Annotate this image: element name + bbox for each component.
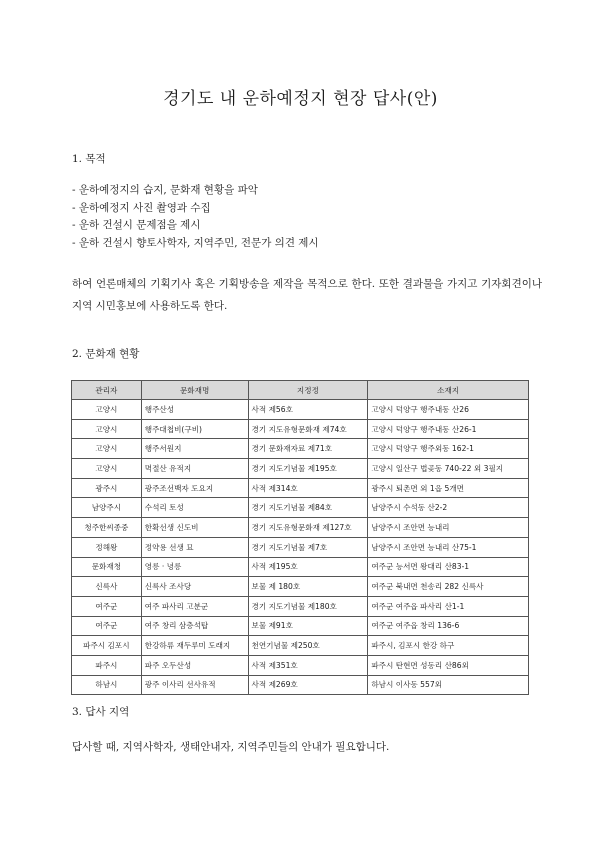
cell-location: 고양시 덕양구 행주외동 162-1 [368, 439, 529, 459]
column-header-location: 소재지 [368, 381, 529, 400]
cell-designation: 경기 지도기념물 제7호 [248, 537, 368, 557]
purpose-bullet: - 운하 건설시 문제점을 제시 [72, 219, 201, 231]
table-row [72, 537, 529, 557]
cell-location: 여주군 북내면 천송리 282 신륵사 [368, 577, 529, 597]
cell-designation: 사적 제314호 [248, 478, 368, 498]
cell-location: 여주군 여주읍 창리 136-6 [368, 616, 529, 636]
cell-heritage-name: 신륵사 조사당 [141, 577, 248, 597]
cell-location: 여주군 능서면 왕대리 산83-1 [368, 557, 529, 577]
cell-location: 고양시 일산구 법곶동 740-22 외 3필지 [368, 459, 529, 479]
purpose-paragraph: 하여 언론매체의 기획기사 혹은 기획방송을 제작을 목적으로 한다. 또한 결과물을 가지고 기자회견이나 지역 시민홍보에 사용하도록 한다. [72, 278, 542, 312]
document-title: 경기도 내 운하예정지 현장 답사(안) [163, 89, 438, 109]
cell-designation: 사적 제351호 [248, 655, 368, 675]
table-row [72, 577, 529, 597]
column-header-designation: 지정정 [248, 381, 368, 400]
cell-designation: 경기 지도기념물 제195호 [248, 459, 368, 479]
purpose-bullet: - 운하예정지 사진 촬영과 수집 [72, 201, 211, 214]
cell-location: 여주군 여주읍 파사리 산1-1 [368, 596, 529, 616]
survey-paragraph: 답사할 때, 지역사학자, 생태안내자, 지역주민들의 안내가 필요합니다. [72, 741, 390, 753]
cell-heritage-name: 광주 이사리 선사유적 [141, 675, 248, 695]
cell-heritage-name: 광주조선백자 도요지 [141, 478, 248, 498]
cell-manager: 고양시 [72, 419, 142, 439]
cell-manager: 파주시 [72, 655, 142, 675]
column-header-manager: 관리자 [72, 381, 142, 400]
cell-designation: 사적 제56호 [248, 400, 368, 420]
cell-heritage-name: 한강하류 재두루미 도래지 [141, 636, 248, 656]
table-row [72, 439, 529, 459]
cell-location: 하남시 이사동 557외 [368, 675, 529, 695]
cell-heritage-name: 여주 창리 삼층석탑 [141, 616, 248, 636]
section-heritage-heading: 2. 문화재 현황 [72, 348, 140, 360]
cell-heritage-name: 한확선생 신도비 [141, 518, 248, 538]
cell-manager: 문화재청 [72, 557, 142, 577]
cell-designation: 사적 제269호 [248, 675, 368, 695]
cell-location: 고양시 덕양구 행주내동 산26-1 [368, 419, 529, 439]
cell-manager: 하남시 [72, 675, 142, 695]
table-row [72, 478, 529, 498]
cell-designation: 경기 지도기념물 제84호 [248, 498, 368, 518]
table-row [72, 518, 529, 538]
cell-designation: 경기 지도기념물 제180호 [248, 596, 368, 616]
table-row [72, 498, 529, 518]
cell-heritage-name: 행주산성 [141, 400, 248, 420]
cell-manager: 고양시 [72, 439, 142, 459]
cell-heritage-name: 행주대첩비(구비) [141, 419, 248, 439]
cell-location: 남양주시 수석동 산2-2 [368, 498, 529, 518]
table-row [72, 419, 529, 439]
heritage-table [71, 380, 529, 695]
table-row [72, 616, 529, 636]
purpose-bullet: - 운하예정지의 습지, 문화재 현황을 파악 [72, 184, 258, 196]
purpose-bullet-list [72, 182, 319, 252]
purpose-bullet: - 운하 건설시 향토사학자, 지역주민, 전문가 의견 제시 [72, 236, 319, 249]
table-row [72, 459, 529, 479]
cell-manager: 남양주시 [72, 498, 142, 518]
cell-manager: 여주군 [72, 616, 142, 636]
cell-heritage-name: 여주 파사리 고분군 [141, 596, 248, 616]
cell-manager: 고양시 [72, 400, 142, 420]
table-row [72, 655, 529, 675]
cell-location: 광주시 퇴촌면 외 1읍 5개면 [368, 478, 529, 498]
cell-heritage-name: 멱절산 유적지 [141, 459, 248, 479]
cell-manager: 신륵사 [72, 577, 142, 597]
cell-location: 파주시, 김포시 한강 하구 [368, 636, 529, 656]
table-row [72, 636, 529, 656]
cell-manager: 광주시 [72, 478, 142, 498]
cell-manager: 정해왕 [72, 537, 142, 557]
cell-heritage-name: 수석리 토성 [141, 498, 248, 518]
table-row [72, 557, 529, 577]
section-survey-heading: 3. 답사 지역 [72, 706, 130, 718]
cell-designation: 경기 지도유형문화재 제127호 [248, 518, 368, 538]
cell-designation: 보물 제 180호 [248, 577, 368, 597]
cell-manager: 파주시 김포시 [72, 636, 142, 656]
cell-heritage-name: 정약용 선생 묘 [141, 537, 248, 557]
table-row [72, 675, 529, 695]
cell-designation: 사적 제195호 [248, 557, 368, 577]
cell-designation: 경기 지도유형문화재 제74호 [248, 419, 368, 439]
cell-location: 고양시 덕양구 행주내동 산26 [368, 400, 529, 420]
cell-manager: 청주한씨종중 [72, 518, 142, 538]
cell-heritage-name: 영릉 · 녕릉 [141, 557, 248, 577]
cell-designation: 천연기념물 제250호 [248, 636, 368, 656]
cell-heritage-name: 파주 오두산성 [141, 655, 248, 675]
cell-location: 남양주시 조안면 능내리 [368, 518, 529, 538]
cell-heritage-name: 행주서원지 [141, 439, 248, 459]
column-header-name: 문화재명 [141, 381, 248, 400]
cell-manager: 여주군 [72, 596, 142, 616]
cell-designation: 보물 제91호 [248, 616, 368, 636]
cell-location: 파주시 탄현면 성동리 산86외 [368, 655, 529, 675]
table-row [72, 596, 529, 616]
cell-designation: 경기 문화재자료 제71호 [248, 439, 368, 459]
cell-location: 남양주시 조안면 능내리 산75-1 [368, 537, 529, 557]
section-purpose-heading: 1. 목적 [72, 153, 106, 165]
cell-manager: 고양시 [72, 459, 142, 479]
table-header-row [72, 381, 529, 400]
table-row [72, 400, 529, 420]
